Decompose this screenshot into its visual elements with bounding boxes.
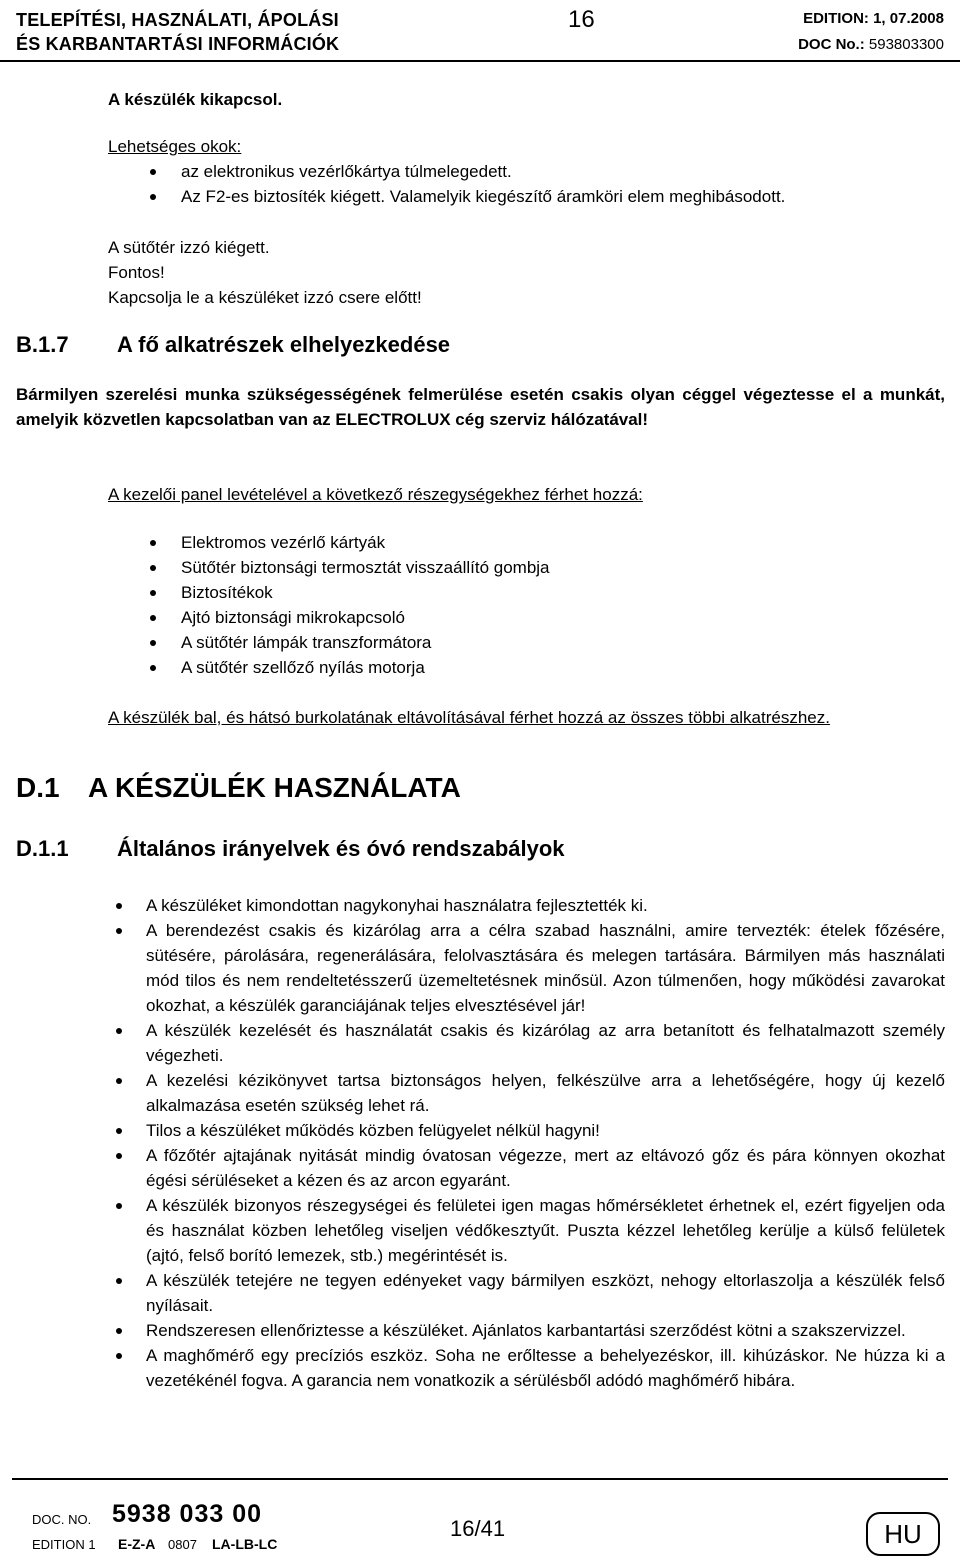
list-item: A főzőtér ajtajának nyitását mindig óvatosan végezze, mert az eltávozó gőz és pára könnyen okozhat égési sérüléseket a kézen és az arcon egyaránt.	[146, 1143, 945, 1193]
rear-access-note: A készülék bal, és hátsó burkolatának eltávolításával férhet hozzá az összes többi alkatrészhez.	[108, 708, 830, 727]
service-warning: Bármilyen szerelési munka szükségességének felmerülése esetén csakis olyan céggel végeztesse el a munkát, amelyik közvetlen kapcsolatban van az ELECTROLUX cég szerviz hálózatával!	[16, 385, 945, 429]
footer-doc-no-value: 5938 033 00	[112, 1500, 263, 1528]
lamp-line-1: A sütőtér izzó kiégett.	[108, 238, 270, 257]
lamp-line-3: Kapcsolja le a készüléket izzó csere előtt!	[108, 288, 422, 307]
list-item: Tilos a készüléket működés közben felügyelet nélkül hagyni!	[146, 1118, 945, 1143]
lamp-line-2: Fontos!	[108, 263, 165, 282]
list-item: Sütőtér biztonsági termosztát visszaállító gombja	[181, 555, 941, 580]
list-item: Az F2-es biztosíték kiégett. Valamelyik kiegészítő áramköri elem meghibásodott.	[181, 184, 951, 209]
footer-edition-code: E-Z-A	[118, 1536, 156, 1552]
header-title	[16, 8, 339, 56]
list-item: A készülék bizonyos részegységei és felületei igen magas hőmérsékletet érhetnek el, ezért figyeljen oda és használat közben lehetőleg viseljen védőkesztyűt. Puszta kézzel lehetőleg kerülje a külső felületek (ajtó, felső borító lemezek, stb.) megérintését is.	[146, 1193, 945, 1268]
lamp-note	[108, 235, 422, 310]
section-number-d1: D.1	[16, 772, 60, 803]
list-item: az elektronikus vezérlőkártya túlmelegedett.	[181, 159, 951, 184]
list-item: A készülék kezelését és használatát csakis és kizárólag az arra betanított és felhatalmazott személy végezheti.	[146, 1018, 945, 1068]
section-number-b17: B.1.7	[16, 332, 69, 357]
section-title-d11: Általános irányelvek és óvó rendszabályok	[117, 836, 565, 861]
list-item: Biztosítékok	[181, 580, 941, 605]
header-doc-number	[798, 36, 944, 53]
header-doc-label: DOC No.:	[798, 36, 865, 53]
causes-list	[181, 159, 951, 209]
list-item: A sütőtér szellőző nyílás motorja	[181, 655, 941, 680]
header-title-line1: TELEPÍTÉSI, HASZNÁLATI, ÁPOLÁSI	[16, 10, 339, 30]
footer-page-count: 16/41	[450, 1516, 506, 1541]
panel-intro: A kezelői panel levételével a következő részegységekhez férhet hozzá:	[108, 485, 643, 504]
header-page-number: 16	[568, 6, 595, 33]
footer-divider	[12, 1478, 948, 1480]
list-item: A kezelési kézikönyvet tartsa biztonságos helyen, felkészülve arra a lehetőségére, hogy új kezelő alkalmazása esetén szükség lehet rá.	[146, 1068, 945, 1118]
list-item: A készülék tetejére ne tegyen edényeket vagy bármilyen eszközt, nehogy eltorlaszolja a készülék felső nyílásait.	[146, 1268, 945, 1318]
list-item: A készüléket kimondottan nagykonyhai használatra fejlesztették ki.	[146, 893, 945, 918]
footer-edition-date: 0807	[168, 1537, 197, 1552]
precautions-list	[146, 893, 945, 1393]
list-item: A maghőmérő egy precíziós eszköz. Soha ne erőltesse a behelyezéskor, ill. kihúzáskor. Ne húzza ki a vezetékénél fogva. A garancia nem vonatkozik a sérülésből adódó maghőmérő hibára.	[146, 1343, 945, 1393]
list-item: A sütőtér lámpák transzformátora	[181, 630, 941, 655]
section-number-d11: D.1.1	[16, 836, 69, 861]
section-title-b17: A fő alkatrészek elhelyezkedése	[117, 332, 451, 357]
header-title-line2: ÉS KARBANTARTÁSI INFORMÁCIÓK	[16, 34, 340, 54]
shutdown-heading: A készülék kikapcsol.	[108, 90, 283, 109]
panel-items-list	[181, 530, 941, 680]
causes-label: Lehetséges okok:	[108, 137, 242, 156]
footer-edition-label: EDITION 1	[32, 1537, 96, 1552]
header-divider	[0, 60, 960, 62]
language-badge: HU	[866, 1512, 940, 1556]
list-item: Ajtó biztonsági mikrokapcsoló	[181, 605, 941, 630]
list-item: A berendezést csakis és kizárólag arra a célra szabad használni, amire tervezték: ételek főzésére, sütésére, párolására, regenerálására, felolvasztására és melegen tartására. Bármilyen más használati mód tilos és nem rendeltetésszerű üzemeltetésnek minősül. Azon túlmenően, hogy működési zavarokat okozhat, a készülék garanciájának teljes elvesztésével jár!	[146, 918, 945, 1018]
footer-models: LA-LB-LC	[212, 1536, 278, 1552]
section-title-d1: A KÉSZÜLÉK HASZNÁLATA	[88, 772, 461, 803]
header-doc-value: 593803300	[868, 36, 944, 53]
list-item: Elektromos vezérlő kártyák	[181, 530, 941, 555]
list-item: Rendszeresen ellenőriztesse a készüléket. Ajánlatos karbantartási szerződést kötni a szakszervizzel.	[146, 1318, 945, 1343]
header-edition: EDITION: 1, 07.2008	[803, 10, 944, 27]
footer-doc-no-label: DOC. NO.	[32, 1512, 92, 1527]
